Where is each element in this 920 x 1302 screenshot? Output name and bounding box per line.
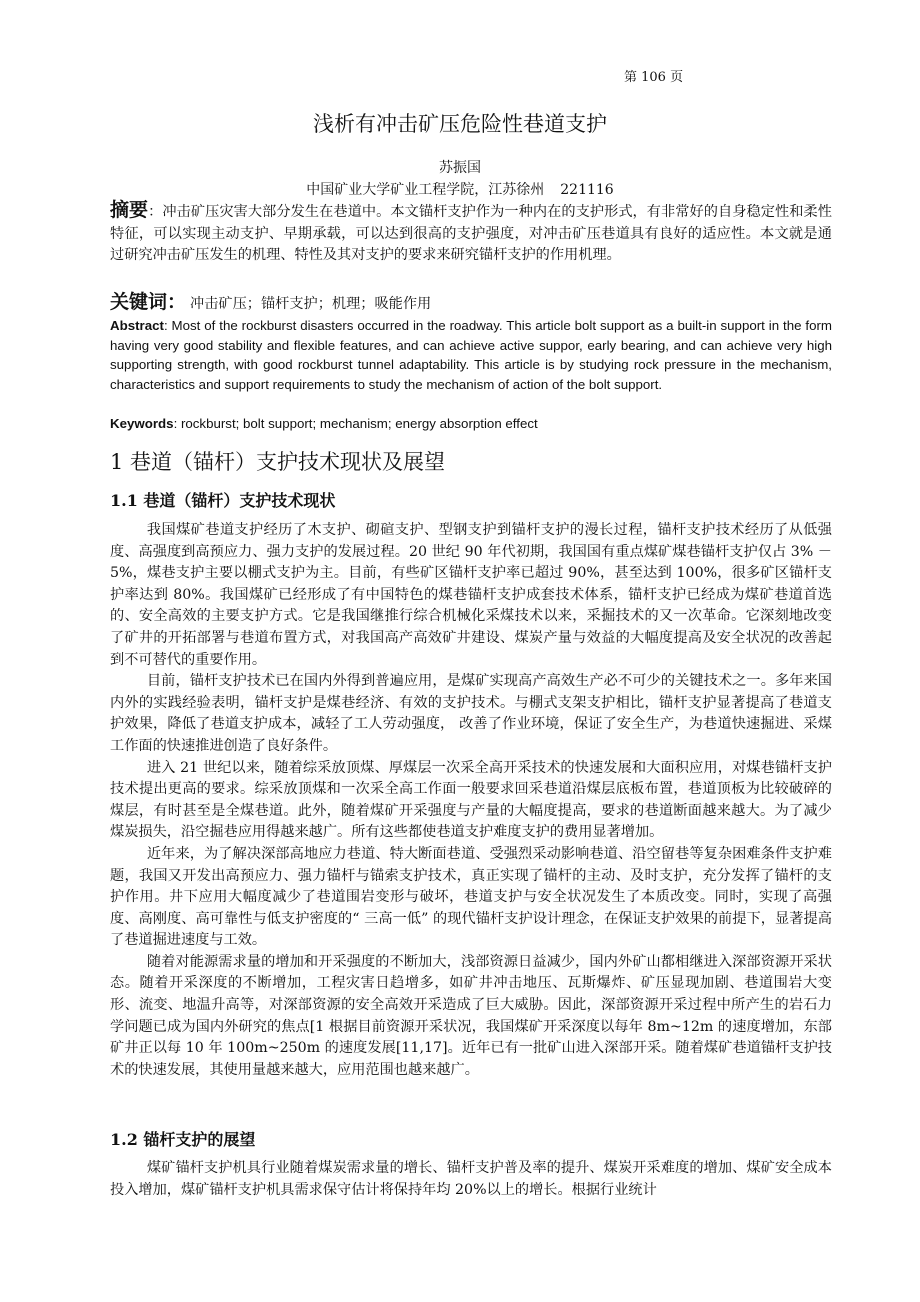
abstract-english: [110, 316, 832, 394]
author-affiliation: [0, 179, 920, 199]
subsection-heading: 1.2 锚杆支护的展望: [110, 1130, 256, 1149]
abstract-chinese-label: 摘要: [110, 199, 149, 221]
keywords-chinese-text: 冲击矿压；锚杆支护；机理；吸能作用: [190, 296, 432, 312]
section-heading: 1 巷道（锚杆）支护技术现状及展望: [110, 450, 446, 474]
subsection-body: [110, 520, 832, 1081]
postcode: 221116: [560, 182, 614, 198]
keywords-english-label: Keywords: [110, 416, 174, 431]
abstract-english-label: Abstract: [110, 318, 164, 333]
keywords-english-text: : rockburst; bolt support; mechanism; energy absorption effect: [173, 416, 538, 431]
body-paragraph: 目前，锚杆支护技术已在国内外得到普遍应用，是煤矿实现高产高效生产必不可少的关键技术之一。多年来国内外的实践经验表明，锚杆支护是煤巷经济、有效的支护技术。与棚式支架支护相比，锚杆支护显著提高了巷道支护效果，降低了巷道支护成本，减轻了工人劳动强度， 改善了作业环境，保证了安全生产，为巷道快速掘进、采煤工作面的快速推进创造了良好条件。: [110, 673, 832, 754]
affiliation-text: 中国矿业大学矿业工程学院，江苏徐州: [306, 182, 545, 198]
keywords-chinese: [110, 290, 832, 316]
author-name: 苏振国: [439, 160, 481, 176]
body-paragraph: 随着对能源需求量的增加和开采强度的不断加大，浅部资源日益减少，国内外矿山都相继进入深部资源开采状态。随着开采深度的不断增加，工程灾害日趋增多，如矿井冲击地压、瓦斯爆炸、矿压显现加剧、巷道围岩大变形、流变、地温升高等，对深部资源的安全高效开采造成了巨大威胁。因此，深部资源开采过程中所产生的岩石力学问题已成为国内外研究的焦点[1 根据目前资源开采状况，我国煤矿开采深度以每年 8m~12m 的速度增加，东部矿井正以每 10 年 100m~250m 的速度发展[11,17]。近年已有一批矿山进入深部开采。随着煤矿巷道锚杆支护技术的快速发展，其使用量越来越大，应用范围也越来越广。: [110, 953, 832, 1078]
abstract-chinese-text: ：冲击矿压灾害大部分发生在巷道中。本文锚杆支护作为一种内在的支护形式，有非常好的自身稳定性和柔性特征，可以实现主动支护、早期承载，可以达到很高的支护强度，对冲击矿压巷道具有良好的适应性。本文就是通过研究冲击矿压发生的机理、特性及其对支护的要求来研究锚杆支护的作用机理。: [110, 204, 832, 263]
subsection-heading: 1.1 巷道（锚杆）支护技术现状: [110, 491, 336, 510]
keywords-english: [110, 414, 832, 434]
abstract-english-text: : Most of the rockburst disasters occurred in the roadway. This article bolt support as a built-in support in the form having very good stability and flexible features, and can achieve active suppor, early bearing, and can achieve very high supporting strength, with good rockburst tunnel adaptability. This article is by studying rock pressure in the mechanism, characteristics and support requirements to study the mechanism of action of the bolt support.: [110, 318, 832, 392]
body-paragraph: 煤矿锚杆支护机具行业随着煤炭需求量的增长、锚杆支护普及率的提升、煤炭开采难度的增加、煤矿安全成本投入增加，煤矿锚杆支护机具需求保守估计将保持年均 20%以上的增长。根据行业统计: [110, 1160, 832, 1198]
abstract-chinese: [110, 200, 832, 267]
body-paragraph: 近年来，为了解决深部高地应力巷道、特大断面巷道、受强烈采动影响巷道、沿空留巷等复杂困难条件支护难题，我国又开发出高预应力、强力锚杆与锚索支护技术，真正实现了锚杆的主动、及时支护，充分发挥了锚杆的支护作用。井下应用大幅度减少了巷道围岩变形与破坏，巷道支护与安全状况发生了本质改变。同时，实现了高强度、高刚度、高可靠性与低支护密度的“ 三高一低” 的现代锚杆支护设计理念，在保证支护效果的前提下，显著提高了巷道掘进速度与工效。: [110, 845, 832, 949]
paper-title: 浅析有冲击矿压危险性巷道支护: [313, 112, 607, 136]
keywords-chinese-label: 关键词：: [110, 291, 187, 313]
body-paragraph: 我国煤矿巷道支护经历了木支护、砌碹支护、型钢支护到锚杆支护的漫长过程，锚杆支护技术经历了从低强度、高强度到高预应力、强力支护的发展过程。20 世纪 90 年代初期，我国国有重点煤矿煤巷锚杆支护仅占 3% － 5%，煤巷支护主要以棚式支护为主。目前，有些矿区锚杆支护率已超过 90%，甚至达到 100%，很多矿区锚杆支护率达到 80%。我国煤矿已经形成了有中国特色的煤巷锚杆支护成套技术体系，锚杆支护已经成为煤矿巷道首选的、安全高效的主要支护方式。它是我国继推行综合机械化采煤技术以来，采掘技术的又一次革命。它深刻地改变了矿井的开拓部署与巷道布置方式，对我国高产高效矿井建设、煤炭产量与效益的大幅度提高及安全状况的改善起到不可替代的重要作用。: [110, 522, 832, 668]
subsection-body: [110, 1158, 832, 1201]
page-number: 第 106 页: [624, 70, 684, 85]
body-paragraph: 进入 21 世纪以来，随着综采放顶煤、厚煤层一次采全高开采技术的快速发展和大面积应用，对煤巷锚杆支护技术提出更高的要求。综采放顶煤和一次采全高工作面一般要求回采巷道沿煤层底板布置，巷道顶板为比较破碎的煤层，有时甚至是全煤巷道。此外，随着煤矿开采强度与产量的大幅度提高，要求的巷道断面越来越大。为了减少煤炭损失，沿空掘巷应用得越来越广。所有这些都使巷道支护难度支护的费用显著增加。: [110, 759, 832, 841]
